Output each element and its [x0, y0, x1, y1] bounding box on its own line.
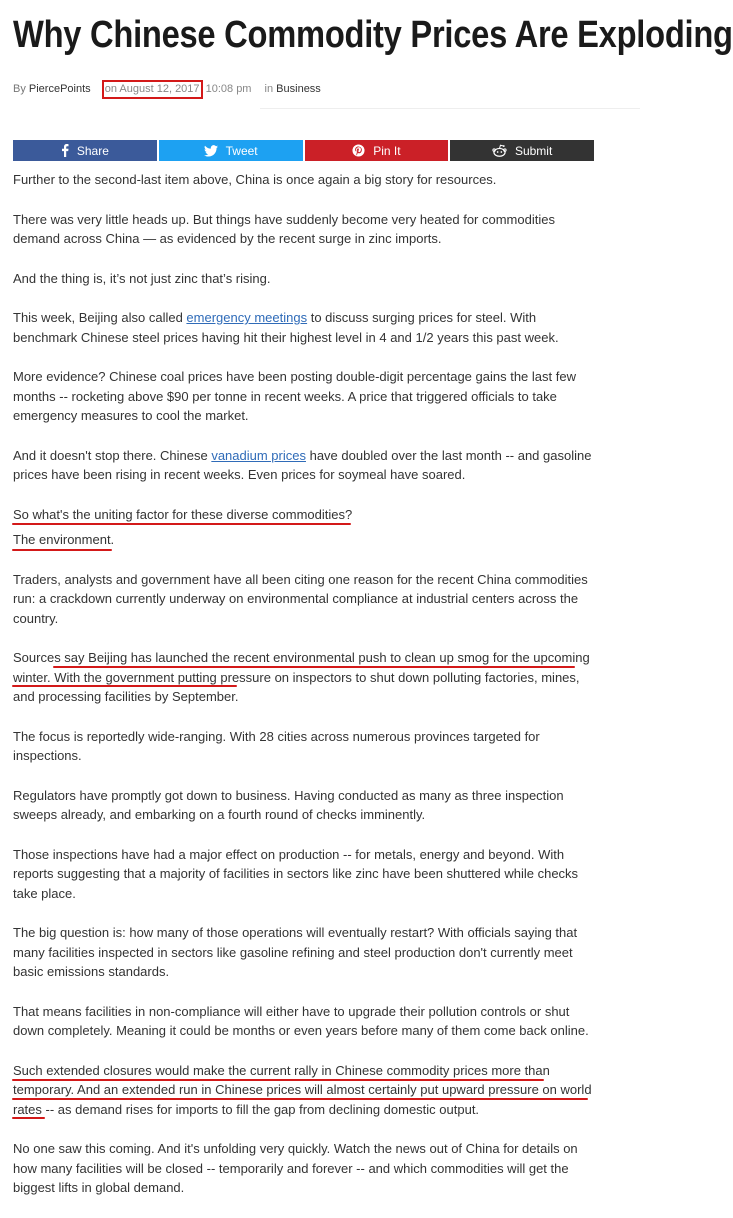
text: And it doesn't stop there. Chinese — [13, 447, 212, 463]
reddit-submit-button[interactable] — [450, 140, 594, 161]
red-underline — [12, 549, 112, 551]
paragraph: The focus is reportedly wide-ranging. With 28 cities across numerous provinces targeted for inspections. — [13, 728, 540, 763]
paragraph — [13, 308, 593, 347]
paragraph: That means facilities in non-compliance will either have to upgrade their pollution controls or shut down completely. Meaning it could be months or even years before many of them come back online. — [13, 1003, 589, 1038]
red-underline — [12, 523, 351, 525]
share-bar — [13, 140, 594, 161]
paragraph: Further to the second-last item above, China is once again a big story for resources. — [13, 172, 497, 187]
twitter-share-button[interactable] — [159, 140, 303, 161]
article-body — [13, 170, 593, 1218]
text: -- as demand rises for imports to fill the gap from declining domestic output. — [41, 1101, 480, 1117]
red-underline — [12, 685, 237, 687]
text: to discuss surging prices for steel. With benchmark Chinese steel prices having hit their highest level in 4 and 1/2 years this past week. — [13, 310, 559, 345]
paragraph: And the thing is, it’s not just zinc that’s rising. — [13, 270, 271, 286]
facebook-share-label: Share — [76, 143, 109, 158]
paragraph: The big question is: how many of those operations will eventually restart? With officials saying that many facilities inspected in sectors like gasoline refining and steel production don't currently meet basic emissions standards. — [13, 925, 578, 979]
red-underline — [12, 1079, 544, 1081]
pinterest-share-label: Pin It — [373, 143, 401, 158]
category-link[interactable]: Business — [276, 83, 321, 95]
paragraph: Those inspections have had a major effect on production -- for metals, energy and beyond. With reports suggesting that a majority of facilities in sectors like zinc have been shuttered while checks take place. — [13, 846, 579, 901]
date-highlight-box — [102, 80, 203, 99]
paragraph: There was very little heads up. But things have suddenly become very heated for commodities demand across China — as evidenced by the recent surge in zinc imports. — [13, 211, 555, 246]
text: Sources say Beijing has launched the recent environmental push to clean up smog for the upcoming winter. — [13, 650, 590, 685]
text: This week, Beijing also called — [13, 310, 187, 325]
text: have doubled over the last month -- and gasoline prices have been rising in recent weeks. Even prices for soymeal have soared. — [13, 447, 592, 482]
header-divider — [260, 108, 640, 109]
article-title: Why Chinese Commodity Prices Are Exploding — [13, 14, 733, 56]
pinterest-share-button[interactable] — [305, 140, 449, 161]
paragraph-highlighted — [13, 1061, 593, 1120]
paragraph: More evidence? Chinese coal prices have been posting double-digit percentage gains the last few months -- rocketing above $90 per tonne in recent weeks. A price that triggered officials to take emergency measures to cool the market. — [13, 369, 576, 423]
highlighted-sentence: With the government putting pressure on inspectors to shut down polluting factories, mines, and processing facilities by September. — [13, 669, 580, 704]
author-link[interactable]: PiercePoints — [28, 83, 91, 95]
highlighted-question: So what's the uniting factor for these diverse commodities? — [13, 506, 353, 522]
vanadium-prices-link[interactable]: vanadium prices — [211, 447, 306, 463]
facebook-icon — [61, 144, 69, 157]
twitter-share-label: Tweet — [225, 143, 258, 158]
post-time: 10:08 pm — [205, 83, 252, 95]
red-underline — [12, 1098, 588, 1100]
article-meta — [13, 80, 321, 99]
reddit-icon — [492, 144, 507, 157]
paragraph — [13, 446, 593, 485]
facebook-share-button[interactable] — [13, 140, 157, 161]
post-date: on August 12, 2017 — [104, 83, 200, 95]
pinterest-icon — [352, 144, 365, 157]
in-label: in — [264, 83, 274, 95]
paragraph-highlighted — [13, 648, 593, 707]
twitter-icon — [204, 145, 218, 157]
paragraph: No one saw this coming. And it's unfolding very quickly. Watch the news out of China for details on how many facilities will be closed -- temporarily and forever -- and which commodities will get the biggest lifts in global demand. — [13, 1141, 578, 1195]
highlighted-answer: The environment. — [13, 532, 115, 547]
paragraph: Traders, analysts and government have all been citing one reason for the recent China commodities run: a crackdown currently underway on environmental compliance at industrial centers across the country. — [13, 571, 588, 626]
reddit-submit-label: Submit — [514, 143, 553, 158]
red-underline — [53, 666, 575, 668]
emergency-meetings-link[interactable]: emergency meetings — [186, 310, 308, 325]
red-underline — [12, 1117, 45, 1119]
paragraph-highlighted — [13, 530, 593, 550]
paragraph: Regulators have promptly got down to business. Having conducted as many as three inspection sweeps already, and embarking on a fourth round of checks imminently. — [13, 787, 564, 822]
by-label: By — [13, 83, 26, 95]
highlighted-sentence: Such extended closures would make the current rally in Chinese commodity prices more than temporary. And an extended run in Chinese prices will almost certainly put upward pressure on world rates — [13, 1062, 592, 1117]
paragraph-highlighted — [13, 505, 593, 525]
